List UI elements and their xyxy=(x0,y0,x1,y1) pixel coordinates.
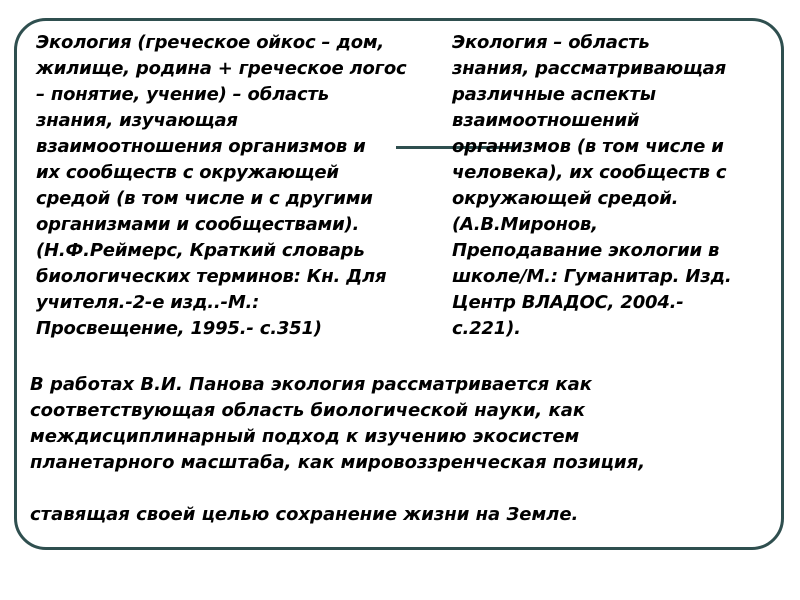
citation-line: учителя.-2-е изд..-М.: xyxy=(36,292,260,313)
citation-line: школе/М.: Гуманитар. Изд. xyxy=(452,266,732,287)
citation-line: Просвещение, 1995.- с.351) xyxy=(36,318,322,339)
left-definition xyxy=(36,30,436,342)
text-line: окружающей средой. xyxy=(452,188,679,209)
bottom-paragraph xyxy=(30,372,770,528)
text-line: организмов (в том числе и xyxy=(452,136,724,157)
text-line: Экология – область xyxy=(452,32,650,53)
text-line: Экология (греческое ойкос – дом, xyxy=(36,32,385,53)
text-line: знания, изучающая xyxy=(36,110,238,131)
text-line: человека), их сообществ с xyxy=(452,162,727,183)
text-line: различные аспекты xyxy=(452,84,656,105)
text-line: В работах В.И. Панова экология рассматривается как xyxy=(30,374,593,395)
text-line: взаимоотношения организмов и xyxy=(36,136,366,157)
citation-line: (Н.Ф.Реймерс, Краткий словарь xyxy=(36,240,365,261)
text-line: соответствующая область биологической науки, как xyxy=(30,400,586,421)
text-line: знания, рассматривающая xyxy=(452,58,726,79)
text-line: междисциплинарный подход к изучению экосистем xyxy=(30,426,580,447)
right-definition xyxy=(452,30,772,342)
text-line: планетарного масштаба, как мировоззренческая позиция, xyxy=(30,452,646,473)
citation-line: биологических терминов: Кн. Для xyxy=(36,266,387,287)
text-line: жилище, родина + греческое логос xyxy=(36,58,407,79)
citation-line: с.221). xyxy=(452,318,521,339)
text-line: взаимоотношений xyxy=(452,110,640,131)
text-line: – понятие, учение) – область xyxy=(36,84,329,105)
citation-line: (А.В.Миронов, xyxy=(452,214,598,235)
text-line: средой (в том числе и с другими xyxy=(36,188,373,209)
text-line: их сообществ с окружающей xyxy=(36,162,339,183)
paragraph-gap xyxy=(30,476,770,502)
citation-line: Преподавание экологии в xyxy=(452,240,720,261)
text-line: организмами и сообществами). xyxy=(36,214,360,235)
citation-line: Центр ВЛАДОС, 2004.- xyxy=(452,292,684,313)
text-line: ставящая своей целью сохранение жизни на Земле. xyxy=(30,504,579,525)
